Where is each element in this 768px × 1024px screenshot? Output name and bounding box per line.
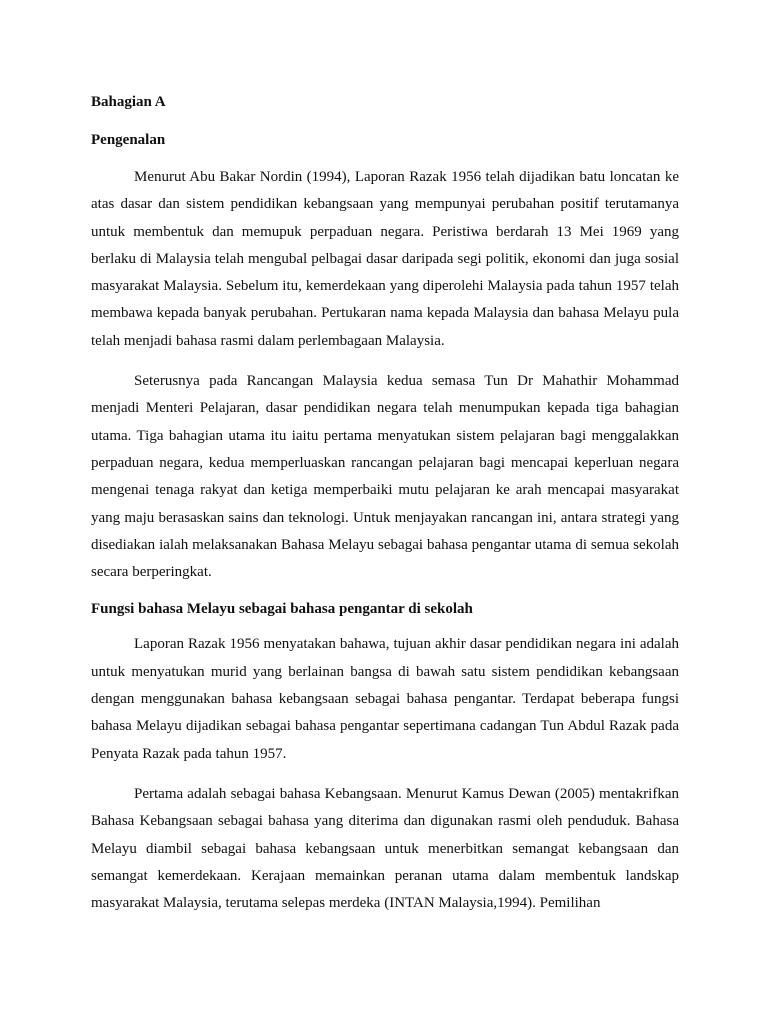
function-heading: Fungsi bahasa Melayu sebagai bahasa pengantar di sekolah — [91, 601, 473, 618]
intro-paragraph-1: Menurut Abu Bakar Nordin (1994), Laporan Razak 1956 telah dijadikan batu loncatan ke atas dasar dan sistem pendidikan kebangsaan yang mempunyai perubahan positif terutamanya untuk membentuk dan memupuk perpaduan negara. Peristiwa berdarah 13 Mei 1969 yang berlaku di Malaysia telah mengubal pelbagai dasar daripada segi politik, ekonomi dan juga sosial masyarakat Malaysia. Sebelum itu, kemerdekaan yang diperolehi Malaysia pada tahun 1957 telah membawa kepada banyak perubahan. Pertukaran nama kepada Malaysia dan bahasa Melayu pula telah menjadi bahasa rasmi dalam perlembagaan Malaysia. — [91, 169, 679, 349]
intro-paragraph-2: Seterusnya pada Rancangan Malaysia kedua semasa Tun Dr Mahathir Mohammad menjadi Menteri Pelajaran, dasar pendidikan negara telah menumpukan kepada tiga bahagian utama. Tiga bahagian utama itu iaitu pertama menyatukan sistem pelajaran bagi menggalakkan perpaduan negara, kedua memperluaskan rancangan pelajaran bagi mencapai keperluan negara mengenai tenaga rakyat dan ketiga memperbaiki mutu pelajaran ke arah mencapai masyarakat yang maju berasaskan sains dan teknologi. Untuk menjayakan rancangan ini, antara strategi yang disediakan ialah melaksanakan Bahasa Melayu sebagai bahasa pengantar utama di semua sekolah secara berperingkat. — [91, 373, 679, 581]
section-title: Bahagian A — [91, 94, 166, 110]
function-paragraph-1: Laporan Razak 1956 menyatakan bahawa, tujuan akhir dasar pendidikan negara ini adalah untuk menyatukan murid yang berlainan bangsa di bawah satu sistem pendidikan kebangsaan dengan menggunakan bahasa kebangsaan sebagai bahasa pengantar. Terdapat beberapa fungsi bahasa Melayu dijadikan sebagai bahasa pengantar sepertimana cadangan Tun Abdul Razak pada Penyata Razak pada tahun 1957. — [91, 636, 679, 762]
function-paragraph-2: Pertama adalah sebagai bahasa Kebangsaan. Menurut Kamus Dewan (2005) mentakrifkan Bahasa Kebangsaan sebagai bahasa yang diterima dan digunakan rasmi oleh penduduk. Bahasa Melayu diambil sebagai bahasa kebangsaan untuk menerbitkan semangat kebangsaan dan semangat kemerdekaan. Kerajaan memainkan peranan utama dalam membentuk landskap masyarakat Malaysia, terutama selepas merdeka (INTAN Malaysia,1994). Pemilihan — [91, 785, 679, 912]
intro-heading: Pengenalan — [91, 132, 166, 148]
document-body — [91, 92, 679, 930]
